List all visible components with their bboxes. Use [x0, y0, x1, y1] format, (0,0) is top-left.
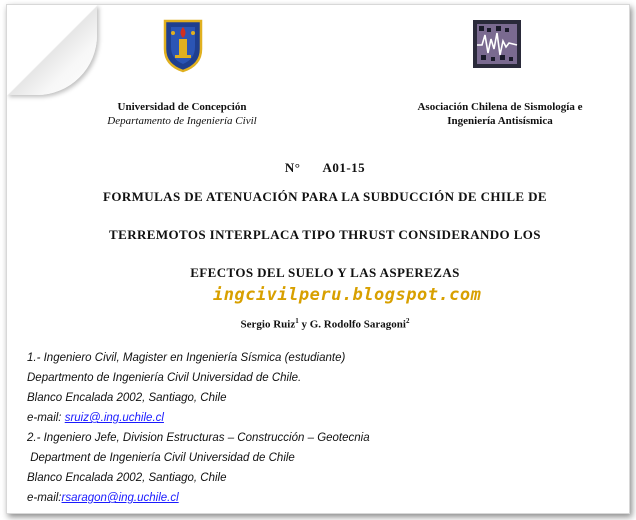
- email-link-2[interactable]: rsaragon@ing.uchile.cl: [61, 492, 179, 504]
- affiliation-2-line-1: 2.- Ingeniero Jefe, Division Estructuras – Construcción – Geotecnia: [27, 432, 370, 444]
- email-link-1[interactable]: sruiz@.ing.uchile.cl: [64, 412, 164, 424]
- number-symbol: N°: [284, 160, 301, 175]
- affiliation-2-line-3: Blanco Encalada 2002, Santiago, Chile: [27, 472, 227, 484]
- author-1-sup: 1: [295, 317, 299, 325]
- email-label: e-mail:: [27, 412, 65, 424]
- affiliation-1-email-row: [27, 412, 164, 424]
- association-logo: [472, 19, 522, 69]
- title-line-2: TERREMOTOS INTERPLACA TIPO THRUST CONSIDERANDO LOS: [109, 227, 541, 242]
- title-line-3: EFECTOS DEL SUELO Y LAS ASPEREZAS: [190, 265, 460, 280]
- number-value: A01-15: [322, 160, 366, 175]
- university-crest-logo: [161, 19, 205, 73]
- affiliation-1-line-1: 1.- Ingeniero Civil, Magister en Ingeniería Sísmica (estudiante): [27, 352, 346, 364]
- document-number: [7, 160, 630, 176]
- title-line-1: FORMULAS DE ATENUACIÓN PARA LA SUBDUCCIÓN DE CHILE DE: [103, 189, 547, 204]
- page-curl: [7, 5, 97, 95]
- author-2-sup: 2: [405, 317, 410, 325]
- author-connector: y: [298, 318, 310, 331]
- association-block: [385, 100, 615, 128]
- author-1: Sergio Ruiz: [240, 318, 296, 331]
- affiliation-1-line-2: Departmento de Ingeniería Civil Universidad de Chile.: [27, 372, 302, 384]
- university-block: [77, 100, 287, 128]
- association-name-line2: Ingeniería Antisísmica: [447, 115, 553, 127]
- email-label: e-mail:: [27, 492, 62, 504]
- affiliation-2-line-2: Department de Ingeniería Civil Universidad de Chile: [27, 452, 295, 464]
- blog-watermark: ingcivilperu.blogspot.com: [213, 285, 482, 305]
- affiliation-1-line-3: Blanco Encalada 2002, Santiago, Chile: [27, 392, 227, 404]
- department-name: Departamento de Ingeniería Civil: [107, 115, 257, 127]
- affiliation-2-email-row: [27, 492, 179, 504]
- document-page: [6, 4, 630, 514]
- authors-line: [7, 317, 630, 331]
- author-2: G. Rodolfo Saragoni: [309, 318, 406, 331]
- association-name-line1: Asociación Chilena de Sismología e: [417, 101, 583, 113]
- university-name: Universidad de Concepción: [117, 101, 247, 113]
